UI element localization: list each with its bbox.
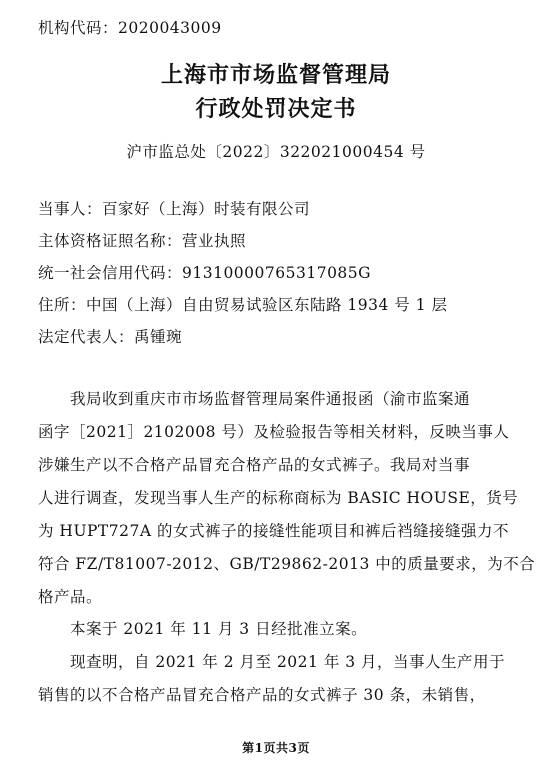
paragraph-line: 销售的以不合格产品冒充合格产品的女式裤子 30 条，未销售， (38, 686, 486, 704)
credit-code: 统一社会信用代码：91310000765317085G (38, 264, 372, 282)
paragraph-line: 符合 FZ/T81007-2012、GB/T29862-2013 中的质量要求，为不合 (38, 555, 536, 573)
paragraph-line: 函字［2021］2102008 号）及检验报告等相关材料，反映当事人 (38, 423, 510, 441)
page-number: 第1页共3页 (242, 741, 310, 755)
party-address: 住所：中国（上海）自由贸易试验区东陆路 1934 号 1 层 (38, 296, 448, 314)
party-name: 当事人：百家好（上海）时装有限公司 (38, 200, 311, 218)
legal-representative: 法定代表人：禹锺琬 (38, 328, 183, 346)
paragraph-line: 人进行调查，发现当事人生产的标称商标为 BASIC HOUSE，货号 (38, 489, 519, 507)
paragraph-line: 我局收到重庆市市场监督管理局案件通报函（渝市监案通 (70, 390, 471, 408)
document-number: 沪市监总处〔2022〕322021000454 号 (126, 143, 426, 161)
paragraph-line: 为 HUPT727A 的女式裤子的接缝性能项目和裤后裆缝接缝强力不 (38, 522, 509, 540)
paragraph-line: 现查明，自 2021 年 2 月至 2021 年 3 月，当事人生产用于 (70, 653, 506, 671)
license-type: 主体资格证照名称：营业执照 (38, 232, 247, 250)
paragraph-line: 涉嫌生产以不合格产品冒充合格产品的女式裤子。我局对当事 (38, 456, 471, 474)
issuing-authority-title: 上海市市场监督管理局 (160, 63, 391, 88)
document-title: 行政处罚决定书 (195, 97, 357, 122)
paragraph-line: 格产品。 (38, 588, 103, 606)
org-code: 机构代码：2020043009 (38, 19, 222, 37)
case-filing-paragraph: 本案于 2021 年 11 月 3 日经批准立案。 (70, 620, 368, 638)
